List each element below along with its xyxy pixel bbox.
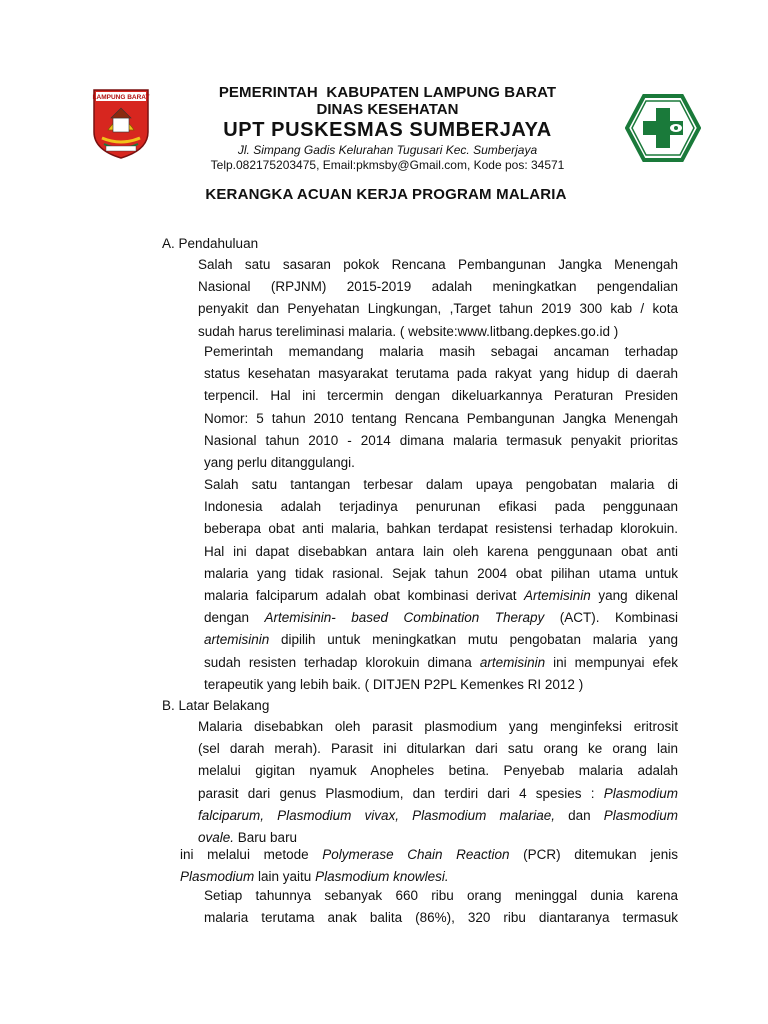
department-name: DINAS KESEHATAN: [316, 101, 459, 118]
text-line: [180, 629, 678, 651]
text-line: (sel darah merah). Parasit ini ditularkan dari satu orang ke orang lain: [198, 741, 678, 757]
text-run: dipilih untuk meningkatkan mutu pengobatan malaria yang: [269, 632, 678, 648]
paragraph-latar-belakang-1: [180, 716, 678, 849]
italic-term: Artemisinin: [524, 588, 591, 604]
text-run: (ACT). Kombinasi: [544, 610, 678, 626]
paragraph-pendahuluan-1: [180, 254, 678, 343]
italic-term: Plasmodium: [603, 807, 678, 823]
text-line: [180, 783, 678, 805]
contact-line: Telp.082175203475, Email:pkmsby@Gmail.com, Kode pos: 34571: [210, 158, 565, 172]
paragraph-pendahuluan-3: [180, 474, 678, 696]
italic-term: Plasmodium: [603, 785, 678, 801]
italic-term: ovale.: [198, 830, 235, 846]
text-run: dan: [555, 807, 604, 823]
text-run: sudah resisten terhadap klorokuin dimana: [204, 654, 480, 670]
text-line: Nasional tahun 2010 - 2014 dimana malaria termasuk penyakit prioritas: [204, 432, 678, 448]
text-line: melalui gigitan nyamuk Anopheles betina. Penyebab malaria adalah: [198, 763, 678, 779]
text-line: terpencil. Hal ini tercermin dengan dikeluarkannya Peraturan Presiden: [204, 388, 678, 404]
text-line: [180, 844, 678, 866]
text-run: ini melalui metode: [180, 847, 323, 862]
text-line: beberapa obat anti malaria, bahkan terdapat resistensi terhadap klorokuin.: [204, 521, 678, 537]
text-line: terapeutik yang lebih baik. ( DITJEN P2PL Kemenkes RI 2012 ): [204, 676, 584, 692]
emblem-text: LAMPUNG BARAT: [92, 94, 150, 101]
puskesmas-logo-icon: [625, 94, 701, 162]
text-line: Pemerintah memandang malaria masih sebagai ancaman terhadap: [204, 344, 678, 359]
text-line: [180, 607, 678, 629]
text-run: yang dikenal: [590, 588, 678, 604]
text-run: parasit dari genus Plasmodium, dan terdiri dari 4 spesies :: [198, 785, 604, 801]
text-line: status kesehatan masyarakat terutama pada rakyat yang hidup di daerah: [204, 366, 678, 382]
section-heading-latar-belakang: B. Latar Belakang: [162, 698, 270, 713]
text-line: [180, 585, 678, 607]
text-line: Nomor: 5 tahun 2010 tentang Rencana Pembangunan Jangka Menengah: [204, 410, 678, 426]
paragraph-pendahuluan-2: [180, 341, 678, 474]
section-heading-pendahuluan: A. Pendahuluan: [162, 236, 259, 251]
italic-term: Artemisinin- based Combination Therapy: [264, 610, 545, 626]
text-run: dengan: [204, 610, 265, 626]
text-line: Malaria disebabkan oleh parasit plasmodium yang menginfeksi eritrosit: [198, 719, 678, 734]
text-line: Indonesia adalah terjadinya penurunan efikasi pada penggunaan: [204, 499, 678, 515]
italic-term: Plasmodium knowlesi.: [315, 869, 449, 885]
text-run: Baru baru: [234, 830, 298, 846]
letterhead: [160, 84, 615, 173]
text-line: [180, 805, 678, 827]
text-line: malaria yang tidak rasional. Sejak tahun 2004 obat pilihan utama untuk: [204, 565, 678, 581]
text-run: malaria falciparum adalah obat kombinasi derivat: [204, 588, 525, 604]
text-line: penyakit dan Penyehatan Lingkungan, ,Target tahun 2019 300 kab / kota: [198, 301, 678, 317]
text-line: [180, 652, 678, 674]
paragraph-latar-belakang-3: [180, 885, 678, 929]
italic-term: Plasmodium: [180, 869, 255, 885]
paragraph-latar-belakang-2: [180, 844, 678, 888]
government-name: PEMERINTAH KABUPATEN LAMPUNG BARAT: [218, 84, 557, 101]
text-line: Nasional (RPJNM) 2015-2019 adalah meningkatkan pengendalian: [198, 279, 678, 295]
italic-term: artemisinin: [479, 654, 546, 670]
text-line: Setiap tahunnya sebanyak 660 ribu orang meninggal dunia karena: [204, 888, 678, 903]
text-line: Salah satu tantangan terbesar dalam upaya pengobatan malaria di: [204, 477, 678, 492]
italic-term: Polymerase Chain Reaction: [322, 847, 510, 862]
text-run: ini mempunyai efek: [545, 654, 678, 670]
text-line: Hal ini dapat disebabkan antara lain oleh karena penggunaan obat anti: [204, 543, 678, 559]
address-line: Jl. Simpang Gadis Kelurahan Tugusari Kec. Sumberjaya: [237, 143, 538, 157]
document-title: KERANGKA ACUAN KERJA PROGRAM MALARIA: [205, 186, 567, 203]
text-line: malaria terutama anak balita (86%), 320 ribu diantaranya termasuk: [204, 910, 678, 926]
text-line: Salah satu sasaran pokok Rencana Pembangunan Jangka Menengah: [198, 257, 678, 272]
text-run: (PCR) ditemukan jenis: [509, 847, 679, 862]
institution-name: UPT PUSKESMAS SUMBERJAYA: [223, 119, 552, 141]
lampung-barat-emblem-icon: [92, 88, 150, 160]
text-line: sudah harus tereliminasi malaria. ( website:www.litbang.depkes.go.id ): [198, 323, 619, 339]
text-run: lain yaitu: [254, 869, 316, 885]
italic-term: artemisinin: [204, 632, 270, 648]
text-line: yang perlu ditanggulangi.: [204, 455, 355, 471]
italic-term: falciparum, Plasmodium vivax, Plasmodium malariae,: [198, 807, 555, 823]
